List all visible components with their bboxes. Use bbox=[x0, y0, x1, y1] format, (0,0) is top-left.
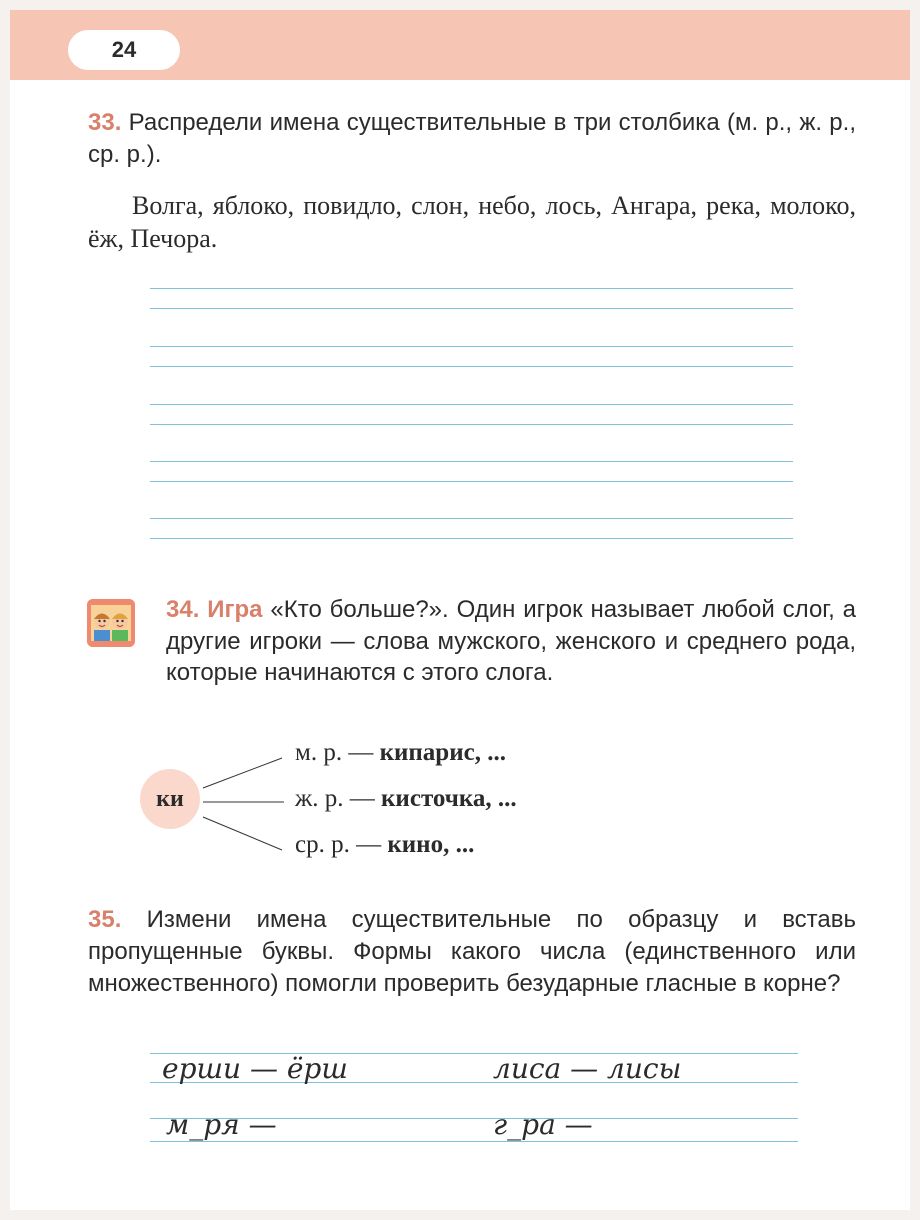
syllable-circle: ки bbox=[140, 769, 200, 829]
sample-handwriting-4: г_ра — bbox=[493, 1108, 593, 1141]
exercise-34-game-label: Игра bbox=[207, 596, 263, 623]
gender-row-feminine: ж. р. — кисточка, ... bbox=[295, 785, 517, 812]
exercise-34-text: «Кто больше?». Один игрок называет любой слог, а другие игроки — слова мужского, женского и среднего рода, которые начинаются с этого слога. bbox=[166, 596, 856, 686]
gender-row-masculine: м. р. — кипарис, ... bbox=[295, 739, 506, 766]
exercise-35-instruction bbox=[88, 904, 856, 1000]
sample-handwriting-2: лиса — лисы bbox=[493, 1052, 682, 1085]
workbook-page bbox=[10, 10, 910, 1210]
exercise-33-instruction bbox=[88, 107, 856, 171]
header-band bbox=[10, 10, 910, 80]
exercise-33-word-list: Волга, яблоко, повидло, слон, небо, лось, Ангара, река, молоко, ёж, Печора. bbox=[88, 191, 856, 253]
exercise-33-number: 33. bbox=[88, 109, 122, 136]
sample-handwriting-3: м_ря — bbox=[166, 1108, 277, 1141]
sample-handwriting-1: ерши — ёрш bbox=[162, 1052, 348, 1085]
exercise-35-number: 35. bbox=[88, 906, 122, 933]
gender-row-neuter: ср. р. — кино, ... bbox=[295, 831, 475, 858]
exercise-34-number: 34. bbox=[166, 596, 200, 623]
exercise-34-instruction bbox=[166, 594, 856, 689]
exercise-35-text: Измени имена существительные по образцу и вставь пропущенные буквы. Формы какого числа (единственного или множественного) помогли проверить безударные гласные в корне? bbox=[88, 906, 856, 997]
page-number: 24 bbox=[68, 30, 180, 70]
exercise-33-text: Распредели имена существительные в три столбика (м. р., ж. р., ср. р.). bbox=[88, 109, 856, 168]
children-game-icon bbox=[87, 599, 135, 647]
